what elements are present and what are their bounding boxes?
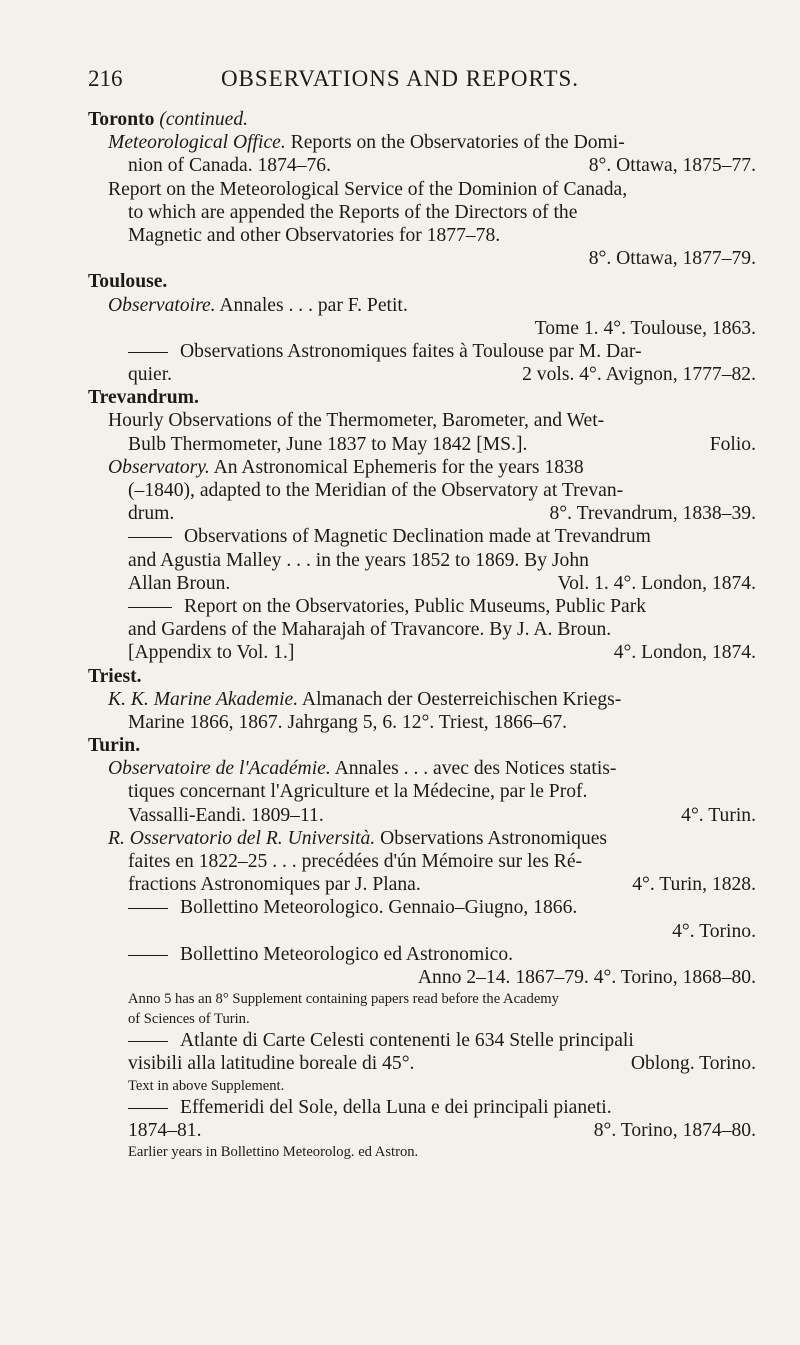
- catalogue-body: [88, 108, 756, 1162]
- catalogue-line: Allan Broun. Vol. 1. 4°. London, 1874.: [128, 572, 756, 594]
- ditto-dash: [128, 1041, 168, 1042]
- ditto-dash: [128, 955, 168, 956]
- catalogue-line: Effemeridi del Sole, della Luna e dei principali pianeti.: [88, 1096, 756, 1119]
- footnote-line: Earlier years in Bollettino Meteorolog. ed Astron.: [128, 1143, 419, 1160]
- entry-heading-triest: Triest.: [88, 665, 142, 687]
- catalogue-line: Vassalli-Eandi. 1809–11. 4°. Turin.: [128, 804, 756, 826]
- ditto-dash: [128, 908, 168, 909]
- catalogue-line: Meteorological Office. Reports on the Observatories of the Domi-: [108, 132, 625, 154]
- catalogue-line: and Agustia Malley . . . in the years 1852 to 1869. By John: [128, 549, 589, 571]
- footnote-line: Anno 5 has an 8° Supplement containing papers read before the Academy: [128, 991, 559, 1008]
- catalogue-line: 1874–81. 8°. Torino, 1874–80.: [128, 1119, 756, 1141]
- entry-heading-trevandrum: Trevandrum.: [88, 387, 199, 409]
- catalogue-line: Magnetic and other Observatories for 1877–78.: [128, 224, 501, 246]
- catalogue-line: Hourly Observations of the Thermometer, Barometer, and Wet-: [108, 410, 605, 432]
- ditto-dash: [128, 352, 168, 353]
- catalogue-line: K. K. Marine Akademie. Almanach der Oesterreichischen Kriegs-: [108, 688, 622, 710]
- catalogue-line: fractions Astronomiques par J. Plana. 4°. Turin, 1828.: [128, 874, 756, 896]
- entry-heading-toronto: Toronto (continued.: [88, 109, 249, 130]
- catalogue-line: to which are appended the Reports of the Directors of the: [128, 201, 578, 223]
- catalogue-line: Bollettino Meteorologico. Gennaio–Giugno, 1866.: [88, 896, 756, 919]
- catalogue-line: Observatoire. Annales . . . par F. Petit.: [108, 294, 408, 316]
- running-title: OBSERVATIONS AND REPORTS.: [220, 66, 580, 91]
- catalogue-line: Report on the Observatories, Public Museums, Public Park: [88, 595, 756, 618]
- catalogue-line: Marine 1866, 1867. Jahrgang 5, 6. 12°. Triest, 1866–67.: [128, 711, 568, 733]
- catalogue-line: Report on the Meteorological Service of the Dominion of Canada,: [108, 178, 628, 200]
- catalogue-line: Bollettino Meteorologico ed Astronomico.: [88, 943, 756, 966]
- catalogue-line: (–1840), adapted to the Meridian of the Observatory at Trevan-: [128, 480, 624, 501]
- catalogue-line: Tome 1. 4°. Toulouse, 1863.: [534, 317, 756, 339]
- catalogue-line: drum. 8°. Trevandrum, 1838–39.: [128, 503, 756, 525]
- ditto-dash: [128, 1108, 168, 1109]
- catalogue-line: Bulb Thermometer, June 1837 to May 1842 [MS.]. Folio.: [128, 433, 756, 455]
- catalogue-line: visibili alla latitudine boreale di 45°. Oblong. Torino.: [128, 1053, 756, 1075]
- catalogue-line: Observatoire de l'Académie. Annales . . . avec des Notices statis-: [108, 758, 617, 780]
- catalogue-line: 8°. Ottawa, 1877–79.: [588, 248, 756, 270]
- ditto-dash: [128, 607, 172, 608]
- catalogue-line: 4°. Torino.: [672, 920, 756, 942]
- catalogue-line: Atlante di Carte Celesti contenenti le 634 Stelle principali: [88, 1029, 756, 1052]
- catalogue-line: Anno 2–14. 1867–79. 4°. Torino, 1868–80.: [417, 966, 756, 988]
- catalogue-line: Observations of Magnetic Declination made at Trevandrum: [88, 525, 756, 548]
- catalogue-line: quier. 2 vols. 4°. Avignon, 1777–82.: [128, 364, 756, 386]
- page-number: 216: [88, 66, 123, 91]
- catalogue-line: nion of Canada. 1874–76. 8°. Ottawa, 1875–77.: [128, 155, 756, 177]
- ditto-dash: [128, 537, 172, 538]
- catalogue-line: faites en 1822–25 . . . precédées d'ún Mémoire sur les Ré-: [128, 851, 583, 872]
- catalogue-line: tiques concernant l'Agriculture et la Médecine, par le Prof.: [128, 781, 588, 803]
- catalogue-line: R. Osservatorio del R. Università. Observations Astronomiques: [108, 827, 608, 849]
- catalogue-line: and Gardens of the Maharajah of Travancore. By J. A. Broun.: [128, 619, 612, 641]
- catalogue-line: Observatory. An Astronomical Ephemeris for the years 1838: [108, 456, 584, 478]
- entry-heading-turin: Turin.: [88, 735, 141, 757]
- footnote-line: Text in above Supplement.: [128, 1077, 285, 1094]
- footnote-line: of Sciences of Turin.: [128, 1011, 250, 1028]
- catalogue-line: [Appendix to Vol. 1.] 4°. London, 1874.: [128, 642, 756, 664]
- catalogue-line: Observations Astronomiques faites à Toulouse par M. Dar-: [88, 340, 756, 363]
- entry-heading-toulouse: Toulouse.: [88, 271, 168, 293]
- page-header: [0, 66, 800, 96]
